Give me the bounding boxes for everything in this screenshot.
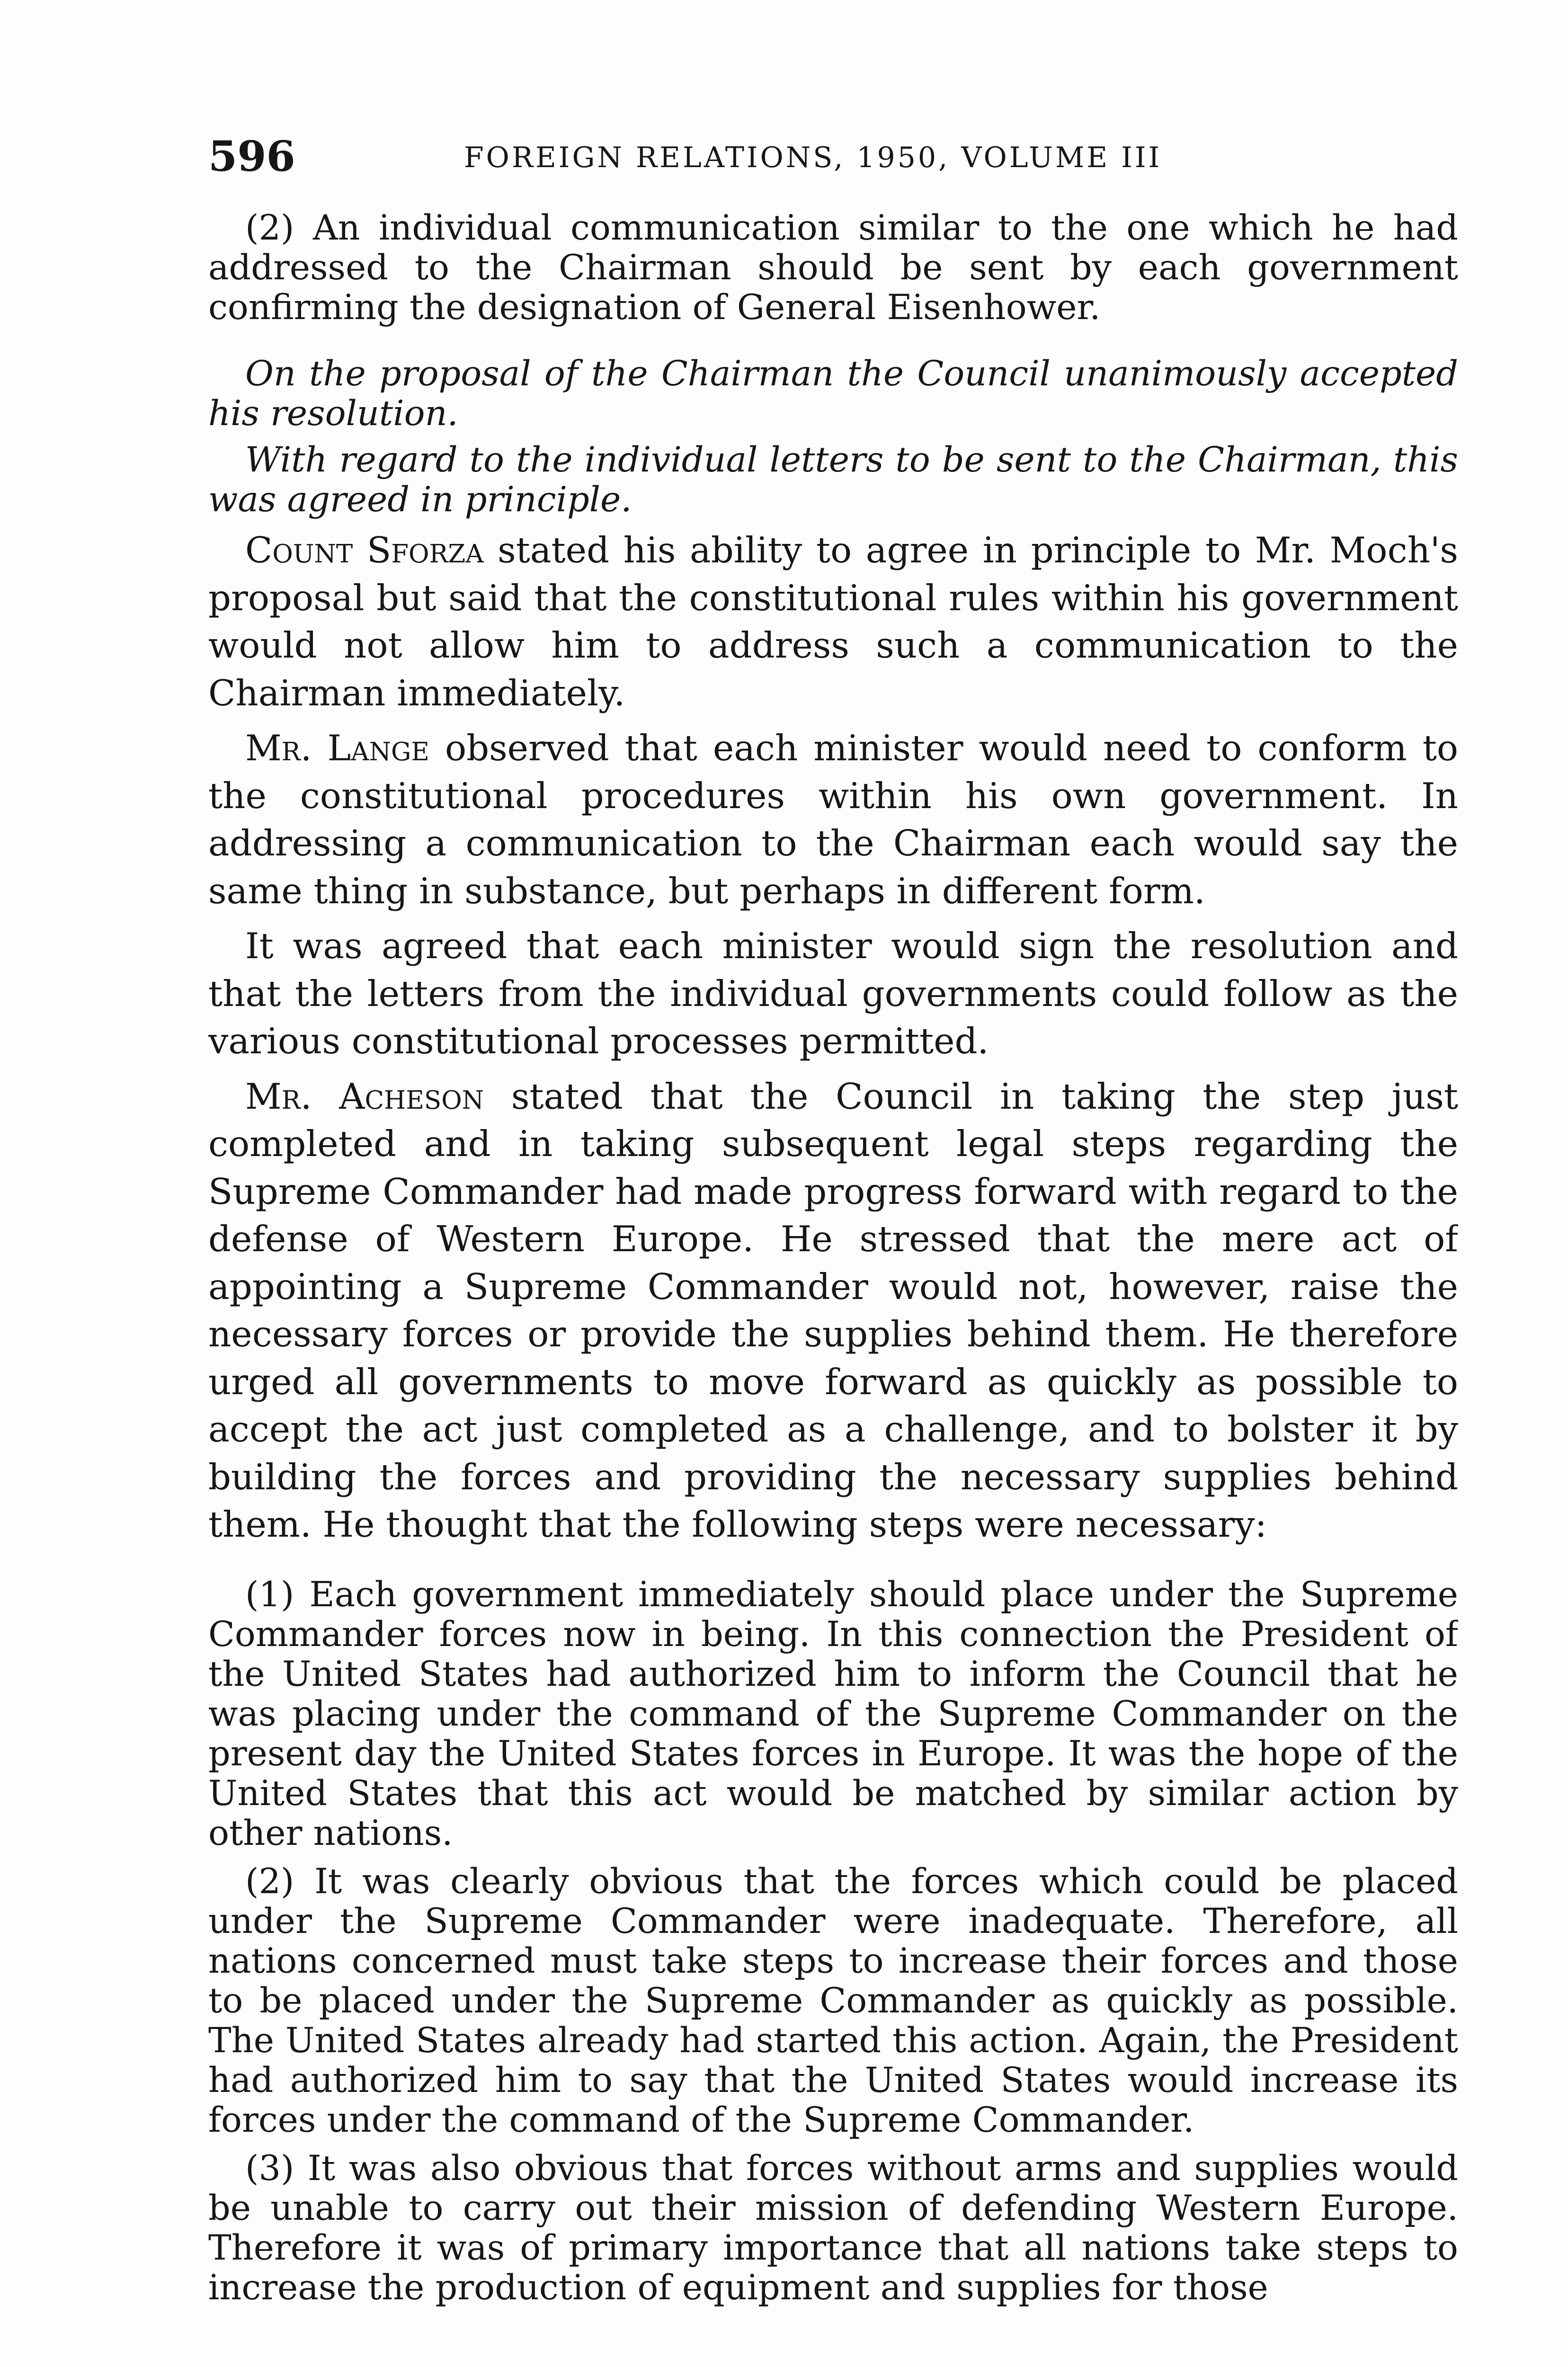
speaker-name: Count Sforza [245, 529, 484, 571]
list-item-step-3: (3) It was also obvious that forces without arms and supplies would be unable to carry out their mission of defending Western Europe. Therefore it was of primary importance that all nations take steps to increase the production of equipment and supplies for those [208, 2148, 1458, 2308]
paragraph-agreement: It was agreed that each minister would sign the resolution and that the letters from the individual governments could follow as the various constitutional processes permitted. [208, 925, 1458, 1062]
page-number: 596 [208, 132, 295, 181]
running-title: FOREIGN RELATIONS, 1950, VOLUME III [464, 141, 1162, 174]
paragraph-text: observed that each minister would need to conform to the constitutional procedures within his own government. In addressing a communication to the Chairman each would say the same thing in substance, but perhaps in different form. [208, 727, 1458, 912]
paragraph-letters-agreed: With regard to the individual letters to be sent to the Chairman, this was agreed in principle. [208, 440, 1458, 520]
paragraph-acheson [208, 1073, 1458, 1548]
paragraph-resolution-accepted: On the proposal of the Chairman the Council unanimously accepted his resolution. [208, 354, 1458, 434]
paragraph-sforza [208, 526, 1458, 717]
paragraph-lange [208, 724, 1458, 915]
running-head [208, 128, 1458, 185]
paragraph-text: stated his ability to agree in principle to Mr. Moch's proposal but said that the constitutional rules within his government would not allow him to address such a communication to the Chairman immediately. [208, 529, 1458, 714]
speaker-name: Mr. Lange [245, 727, 429, 769]
body-text [208, 208, 1458, 2310]
list-item-step-1: (1) Each government immediately should place under the Supreme Commander forces now in being. In this connection the President of the United States had authorized him to inform the Council that he was placing under the command of the Supreme Commander on the present day the United States forces in Europe. It was the hope of the United States that this act would be matched by similar action by other nations. [208, 1574, 1458, 1853]
paragraph-text: stated that the Council in taking the step just completed and in taking subsequent legal steps regarding the Supreme Commander had made progress forward with regard to the defense of Western Europe. He stressed that the mere act of appointing a Supreme Commander would not, however, raise the necessary forces or provide the supplies behind them. He therefore urged all governments to move forward as quickly as possible to accept the act just completed as a challenge, and to bolster it by building the forces and providing the necessary supplies behind them. He thought that the following steps were necessary: [208, 1075, 1458, 1545]
list-item-step-2: (2) It was clearly obvious that the forces which could be placed under the Supreme Commander were inadequate. Therefore, all nations concerned must take steps to increase their forces and those to be placed under the Supreme Commander as quickly as possible. The United States already had started this action. Again, the President had authorized him to say that the United States would increase its forces under the command of the Supreme Commander. [208, 1861, 1458, 2140]
paragraph-designation-point: (2) An individual communication similar to the one which he had addressed to the Chairman should be sent by each government confirming the designation of General Eisenhower. [208, 208, 1458, 328]
speaker-name: Mr. Acheson [245, 1075, 484, 1117]
